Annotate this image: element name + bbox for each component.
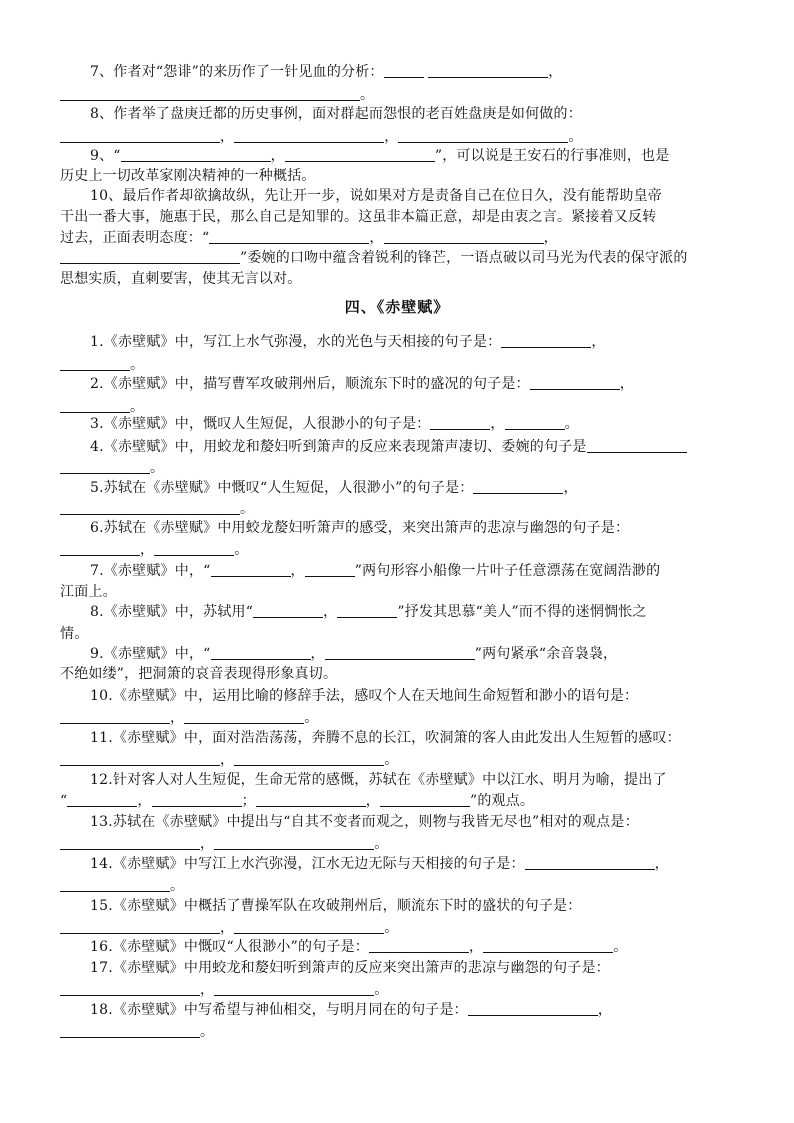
answer-blank[interactable] [60, 459, 150, 474]
line-text: ”委婉的口吻中蕴含着锐利的锋芒，一语点破以司马光为代表的保守派的 [240, 250, 688, 266]
text-line [60, 269, 740, 289]
text-line [90, 644, 770, 664]
answer-blank[interactable] [234, 751, 384, 766]
line-text: ”抒发其思慕“美人”而不得的迷惘惆怅之 [397, 604, 647, 620]
text-line [90, 186, 770, 206]
line-text: 12.针对客人对人生短促，生命无常的感慨，苏轼在《赤壁赋》中以江水、明月为喻，提出了 [90, 772, 667, 788]
answer-blank[interactable] [505, 415, 565, 430]
line-text: 。 [360, 87, 375, 103]
answer-blank[interactable] [380, 792, 470, 807]
answer-blank[interactable] [337, 603, 397, 618]
answer-blank[interactable] [60, 86, 360, 101]
answer-blank[interactable] [285, 147, 435, 162]
line-text: 9、“ [90, 148, 121, 164]
line-text: 17.《赤壁赋》中用蛟龙和嫠妇听到箫声的反应来突出箫声的悲凉与幽怨的句子是： [90, 960, 610, 976]
text-line [60, 1022, 740, 1042]
line-text: ， [270, 148, 285, 164]
line-text: 江面上。 [60, 584, 117, 600]
answer-blank[interactable] [60, 356, 130, 371]
answer-blank[interactable] [214, 835, 374, 850]
line-text: ”的观点。 [469, 793, 535, 809]
line-text: ； [241, 793, 256, 809]
section-title: 四、《赤壁赋》 [344, 298, 450, 316]
text-line [60, 582, 740, 602]
answer-blank[interactable] [60, 877, 170, 892]
answer-blank[interactable] [60, 249, 240, 264]
line-text: 。 [200, 1024, 215, 1040]
answer-blank[interactable] [60, 398, 130, 413]
line-text: 7、作者对“怨诽”的来历作了一针见血的分析： [90, 64, 384, 80]
text-line [90, 602, 770, 622]
answer-blank[interactable] [384, 63, 424, 78]
line-text: ， [619, 376, 634, 392]
text-line [90, 937, 770, 957]
text-line [90, 1000, 770, 1020]
text-line [60, 166, 740, 186]
answer-blank[interactable] [253, 603, 323, 618]
line-text: 18.《赤壁赋》中写希望与神仙相交，与明月同在的句子是： [90, 1002, 468, 1018]
line-text: ， [597, 1002, 613, 1018]
text-line [90, 686, 770, 706]
line-text: 过去，正面表明态度：“ [60, 230, 210, 246]
line-text: 。 [304, 710, 319, 726]
text-line [90, 478, 770, 498]
text-line [90, 374, 770, 394]
text-line [60, 207, 740, 227]
line-text: ， [369, 230, 384, 246]
line-text: 15.《赤壁赋》中概括了曹操军队在攻破荆州后，顺流东下时的盛状的句子是： [90, 898, 582, 914]
line-text: ， [310, 646, 325, 662]
answer-blank[interactable] [60, 541, 140, 556]
answer-blank[interactable] [67, 792, 137, 807]
answer-blank[interactable] [214, 981, 374, 996]
line-text: 7.《赤壁赋》中，“ [90, 563, 211, 579]
answer-blank[interactable] [587, 438, 687, 453]
text-line [60, 85, 740, 105]
line-text: “ [60, 793, 68, 809]
line-text: ， [170, 710, 185, 726]
line-text: 10.《赤壁赋》中，运用比喻的修辞手法，感叹个人在天地间生命短暂和渺小的语句是： [90, 688, 639, 704]
text-line [60, 355, 740, 375]
line-text: 。 [130, 399, 145, 415]
line-text: ， [290, 563, 305, 579]
text-line [60, 499, 740, 519]
text-line [90, 728, 770, 748]
answer-blank[interactable] [501, 333, 591, 348]
line-text: 。 [240, 501, 255, 517]
text-line [90, 896, 770, 916]
line-text: 11.《赤壁赋》中，面对浩浩荡荡，奔腾不息的长江，吹洞箫的客人由此发出人生短暂的感叹： [90, 730, 681, 746]
line-text: ， [140, 542, 155, 558]
text-line [60, 664, 740, 684]
text-line [60, 876, 740, 896]
line-text: 。 [384, 920, 399, 936]
text-line [90, 414, 770, 434]
text-line [90, 104, 770, 124]
line-text: 情。 [60, 626, 89, 642]
line-text: 3.《赤壁赋》中，慨叹人生短促，人很渺小的句子是： [90, 416, 431, 432]
line-text: 思想实质，直刺要害，使其无言以对。 [60, 271, 302, 287]
answer-blank[interactable] [60, 500, 240, 515]
text-line [90, 437, 770, 457]
line-text: 1.《赤壁赋》中，写江上水气弥漫，水的光色与天相接的句子是： [90, 334, 502, 350]
line-text: ， [220, 129, 235, 145]
line-text: 。 [150, 460, 165, 476]
line-text: 9.《赤壁赋》中，“ [90, 646, 211, 662]
line-text: 2.《赤壁赋》中，描写曹军攻破荆州后，顺流东下时的盛况的句子是： [90, 376, 530, 392]
answer-blank[interactable] [305, 562, 355, 577]
answer-blank[interactable] [60, 919, 220, 934]
text-line [60, 540, 740, 560]
text-line [90, 518, 770, 538]
line-text: 10、最后作者却欲擒故纵，先让开一步，说如果对方是责备自己在位日久，没有能帮助皇帝 [90, 188, 663, 204]
answer-blank[interactable] [473, 479, 563, 494]
answer-blank[interactable] [184, 709, 304, 724]
answer-blank[interactable] [384, 229, 544, 244]
line-text: ， [384, 129, 399, 145]
answer-blank[interactable] [398, 128, 568, 143]
text-line [90, 332, 770, 352]
answer-blank[interactable] [154, 541, 234, 556]
answer-blank[interactable] [211, 562, 291, 577]
text-line [90, 770, 770, 790]
line-text: ， [200, 982, 215, 998]
answer-blank[interactable] [60, 709, 170, 724]
line-text: 。 [374, 836, 389, 852]
line-text: ”两句紧承“余音袅袅， [474, 646, 618, 662]
line-text: ， [323, 604, 338, 620]
text-line [60, 708, 740, 728]
line-text: ， [220, 920, 235, 936]
line-text: ， [563, 480, 578, 496]
line-text: 8.《赤壁赋》中，苏轼用“ [90, 604, 254, 620]
answer-blank[interactable] [60, 751, 220, 766]
line-text: ， [548, 64, 563, 80]
answer-blank[interactable] [256, 792, 366, 807]
line-text: 。 [384, 752, 399, 768]
line-text: ， [200, 836, 215, 852]
text-line [60, 127, 740, 147]
line-text: 。 [564, 416, 579, 432]
line-text: ， [468, 939, 484, 955]
text-line [60, 918, 740, 938]
line-text: ， [543, 230, 558, 246]
answer-blank[interactable] [325, 645, 475, 660]
line-text: 。 [374, 982, 389, 998]
line-text: 干出一番大事，施惠于民，那么自己是知罪的。这虽非本篇正意，却是由衷之言。紧接着又反转 [60, 209, 657, 225]
answer-blank[interactable] [428, 63, 548, 78]
text-line [60, 980, 740, 1000]
line-text: ， [365, 793, 380, 809]
answer-blank[interactable] [60, 981, 200, 996]
line-text: ， [490, 416, 505, 432]
line-text: ”，可以说是王安石的行事准则，也是 [434, 148, 670, 164]
answer-blank[interactable] [483, 938, 613, 953]
answer-blank[interactable] [209, 229, 369, 244]
line-text: 4.《赤壁赋》中，用蛟龙和嫠妇听到箫声的反应来表现箫声凄切、委婉的句子是 [90, 439, 587, 455]
answer-blank[interactable] [234, 128, 384, 143]
answer-blank[interactable] [211, 645, 311, 660]
answer-blank[interactable] [60, 128, 220, 143]
answer-blank[interactable] [430, 415, 490, 430]
line-text: 。 [130, 357, 145, 373]
text-line [90, 854, 770, 874]
line-text: 。 [234, 542, 249, 558]
text-line [60, 791, 740, 811]
line-text: 。 [170, 878, 185, 894]
line-text: ， [591, 334, 606, 350]
text-line [60, 458, 740, 478]
line-text: 14.《赤壁赋》中写江上水汽弥漫，江水无边无际与天相接的句子是： [90, 856, 525, 872]
text-line [60, 248, 740, 268]
line-text: 13.苏轼在《赤壁赋》中提出与“自其不变者而观之，则物与我皆无尽也”相对的观点是： [90, 814, 639, 830]
answer-blank[interactable] [234, 919, 384, 934]
answer-blank[interactable] [60, 1023, 200, 1038]
answer-blank[interactable] [152, 792, 242, 807]
answer-blank[interactable] [369, 938, 469, 953]
answer-blank[interactable] [60, 835, 200, 850]
text-line [60, 834, 740, 854]
line-text: 16.《赤壁赋》中慨叹“人很渺小”的句子是： [90, 939, 369, 955]
text-line [60, 624, 740, 644]
line-text: ， [654, 856, 669, 872]
line-text: 不绝如缕”，把洞箫的哀音表现得形象真切。 [60, 666, 338, 682]
line-text: ”两句形容小船像一片叶子任意漂荡在宽阔浩渺的 [354, 563, 661, 579]
answer-blank[interactable] [468, 1001, 598, 1016]
line-text: 历史上一切改革家刚决精神的一种概括。 [60, 168, 316, 184]
text-line [90, 561, 770, 581]
text-line [90, 958, 770, 978]
line-text: 。 [613, 939, 628, 955]
answer-blank[interactable] [530, 375, 620, 390]
text-line [90, 812, 770, 832]
line-text: 5.苏轼在《赤壁赋》中慨叹“人生短促，人很渺小”的句子是： [90, 480, 474, 496]
text-line [60, 228, 740, 248]
line-text: ， [137, 793, 152, 809]
line-text: 8、作者举了盘庚迁都的历史事例，面对群起而怨恨的老百姓盘庚是如何做的： [90, 106, 582, 122]
line-text: 6.苏轼在《赤壁赋》中用蛟龙嫠妇听箫声的感受，来突出箫声的悲凉与幽怨的句子是： [90, 520, 630, 536]
line-text: ， [220, 752, 235, 768]
line-text: 。 [568, 129, 583, 145]
text-line [90, 62, 770, 82]
answer-blank[interactable] [525, 855, 655, 870]
text-line [60, 750, 740, 770]
text-line [90, 146, 770, 166]
answer-blank[interactable] [121, 147, 271, 162]
